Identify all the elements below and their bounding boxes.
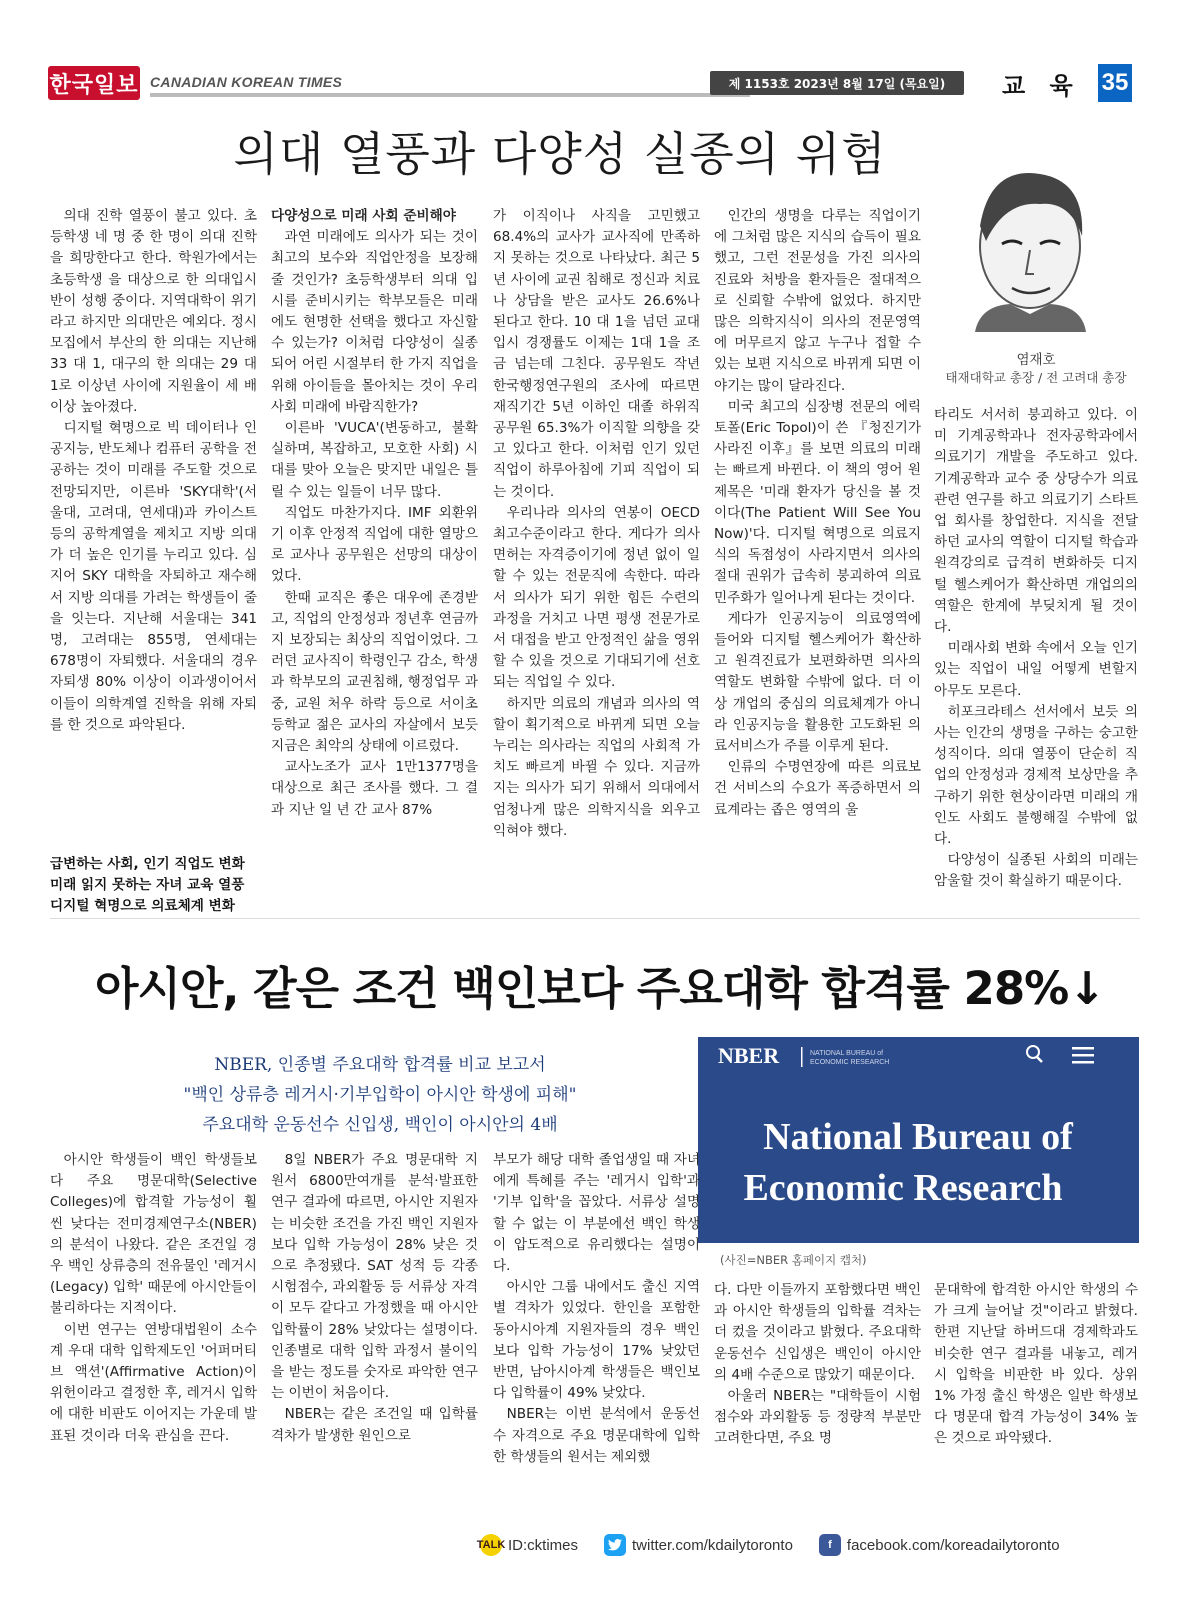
paragraph: NBER는 이번 분석에서 운동선수 자격으로 주요 명문대학에 입학한 학생들의 원서는 제외했: [493, 1406, 700, 1465]
nber-logo-sub1: NATIONAL BUREAU of: [810, 1050, 884, 1057]
article2-column-2: [271, 1150, 478, 1447]
paragraph: 가 이직이나 사직을 고민했고 68.4%의 교사가 교사직에 만족하지 못하는 것으로 나타났다. 최근 5년 사이에 교권 침해로 정신과 치료나 상담을 받은 교사도 26.6%나 된다고 한다. 10 대 1을 넘던 교대 입시 경쟁률도 이제는 1대 1을 조금 넘는데 그친다. 공무원도 작년 한국행정연구원의 조사에 따르면 재직기간 5년 이하인 대졸 하위직 공무원 65.3%가 이직할 의향을 갖고 있다고 한다. 이처럼 인기 있던 직업이 하루아침에 기피 직업이 되는 것이다.: [493, 208, 700, 500]
article1-title: 의대 열풍과 다양성 실종의 위험: [233, 127, 887, 181]
twitter-icon: [604, 1534, 626, 1556]
nber-headline-2: Economic Research: [743, 1167, 1063, 1209]
kakao-id-text: ID:cktimes: [508, 1536, 579, 1554]
paragraph: 8일 NBER가 주요 명문대학 지원서 6800만여개를 분석·발표한 연구 결과에 따르면, 아시안 지원자는 비슷한 조건을 가진 백인 지원자보다 입학 가능성이 28% 낮은 것으로 추정됐다. SAT 성적 등 각종 시험점수, 과외활동 등 서류상 자격이 모두 같다고 가정했을 때 아시안 입학률이 28% 낮았다는 설명이다. 인종별로 대학 입학 과정서 불이익을 받는 정도를 숫자로 파악한 연구는 이번이 처음이다.: [271, 1152, 478, 1402]
paper-english-name: CANADIAN KOREAN TIMES: [150, 74, 343, 90]
paragraph: 이번 연구는 연방대법원이 소수계 우대 대학 입학제도인 '어퍼머티브 액션'(Affirmative Action)이 위헌이라고 결정한 후, 레거시 입학에 대한 비판도 이어지는 가운데 발표된 것이라 더욱 관심을 끈다.: [50, 1321, 257, 1444]
page-number: 35: [1098, 64, 1132, 102]
article1-highlight-box: [50, 854, 257, 918]
twitter-text: twitter.com/kdailytoronto: [632, 1536, 793, 1554]
paragraph: 미래사회 변화 속에서 오늘 인기 있는 직업이 내일 어떻게 변할지 아무도 모른다.: [934, 640, 1138, 699]
paragraph: 아시안 학생들이 백인 학생들보다 주요 명문대학(Selective Colleges)에 합격할 가능성이 훨씬 낮다는 전미경제연구소(NBER)의 분석이 나왔다. 같은 조건일 경우 백인 상류층의 전유물인 '레거시(Legacy) 입학' 때문에 아시안들이 불리하다는 지적이다.: [50, 1152, 257, 1317]
article1-column-4: [714, 206, 921, 821]
article2-subheading-1: NBER, 인종별 주요대학 합격률 비교 보고서: [214, 1055, 546, 1075]
newspaper-logo: [48, 66, 140, 100]
issue-date-bar: 제 1153호 2023년 8월 17일 (목요일): [710, 71, 964, 95]
author-portrait: [950, 146, 1110, 332]
article2-column-5: [934, 1280, 1138, 1450]
paragraph: 우리나라 의사의 연봉이 OECD 최고수준이라고 한다. 게다가 의사면허는 자격증이기에 정년 없이 일할 수 있는 전문직에 속한다. 따라서 의사가 되기 위한 힘든 수련의 과정을 거치고 나면 평생 전문가로서 대접을 받고 안정적인 삶을 영위할 수 있을 것으로 기대되기에 선호되는 직업일 수 있다.: [493, 504, 700, 691]
paragraph: NBER는 같은 조건일 때 입학률 격차가 발생한 원인으로: [271, 1406, 478, 1444]
article2-column-3: [493, 1150, 700, 1468]
article-divider: [50, 918, 1140, 919]
paragraph: 직업도 마찬가지다. IMF 외환위기 이후 안정적 직업에 대한 열망으로 교사나 공무원은 선망의 대상이었다.: [271, 504, 478, 585]
facebook-link[interactable]: [819, 1534, 1060, 1556]
article2-subheading-2: "백인 상류층 레거시·기부입학이 아시안 학생에 피해": [183, 1085, 577, 1105]
kakao-talk-icon: TALK: [480, 1534, 502, 1556]
paragraph: 아시안 그룹 내에서도 출신 지역별 격차가 있었다. 한인을 포함한 동아시아계 지원자들의 경우 백인보다 입학 가능성이 17% 낮았던 반면, 남아시아계 학생들은 백인보다 입학률이 49% 낮았다.: [493, 1279, 700, 1402]
nber-headline-1: National Bureau of: [763, 1116, 1073, 1158]
paragraph: 과연 미래에도 의사가 되는 것이 최고의 보수와 직업안정을 보장해줄 것인가? 초등학생부터 의대 입시를 준비시키는 학부모들은 미래에도 현명한 선택을 했다고 자신할 수 있는가? 이처럼 다양성이 실종되어 어린 시절부터 한 가지 직업을 위해 아이들을 몰아치는 것이 우리 사회 미래에 바람직한가?: [271, 229, 478, 415]
article2-subheading-3: 주요대학 운동선수 신입생, 백인이 아시안의 4배: [202, 1115, 558, 1135]
nber-logo-text: NBER: [718, 1043, 780, 1068]
section-name: 교 육: [1002, 72, 1081, 100]
paragraph: 타리도 서서히 붕괴하고 있다. 이미 기계공학과나 전자공학과에서 의료기기 개발을 주도하고 있다. 기계공학과 교수 중 상당수가 의료 관련 연구를 하고 의료기기 스타트업 회사를 창업한다. 지식을 전달하던 교사의 역할이 디지털 학습과 원격강의로 급격히 변화하듯 디지털 헬스케어가 확산하면 개업의의 역할은 한계에 부딪치게 될 것이다.: [934, 407, 1138, 636]
facebook-text: facebook.com/koreadailytoronto: [846, 1536, 1060, 1554]
paragraph: 이른바 'VUCA'(변동하고, 불확실하며, 복잡하고, 모호한 사회) 시대를 맞아 오늘은 맞지만 내일은 틀릴 수 있는 일들이 너무 많다.: [271, 420, 478, 500]
author-title: 태재대학교 총장 / 전 고려대 총장: [945, 370, 1127, 385]
paragraph: 디지털 혁명으로 빅 데이터나 인공지능, 반도체나 컴퓨터 공학을 전공하는 것이 미래를 주도할 것으로 전망되지만, 이른바 'SKY대학'(서울대, 고려대, 연세대)과 카이스트 등의 공학계열을 제치고 지방 의대가 더 높은 인기를 누리고 있다. 심지어 SKY 대학을 자퇴하고 재수해서 지방 의대를 가려는 학생들이 줄을 잇는다. 지난해 서울대는 341명, 고려대는 855명, 연세대는 678명이 자퇴했다. 서울대의 경우 자퇴생 80% 이상이 이과생이어서 이들이 의학계열 진학을 위해 자퇴를 한 것으로 파악된다.: [50, 420, 257, 733]
section-subheading: 다양성으로 미래 사회 준비해야: [271, 208, 456, 224]
paragraph: 하지만 의료의 개념과 의사의 역할이 획기적으로 바뀌게 되면 오늘 누리는 의사라는 직업의 사회적 가치도 빠르게 바뀔 수 있다. 지금까지는 의사가 되기 위해서 의대에서 엄청나게 많은 의학지식을 외우고 익혀야 했다.: [493, 695, 700, 839]
paragraph: 교사노조가 교사 1만1377명을 대상으로 최근 조사를 했다. 그 결과 지난 일 년 간 교사 87%: [271, 759, 478, 818]
article1-column-2: [271, 206, 478, 821]
article1-column-3: [493, 206, 700, 842]
header-rule: [150, 93, 750, 97]
twitter-link[interactable]: [604, 1534, 793, 1556]
paragraph: 다양성이 실종된 사회의 미래는 암울할 것이 확실하기 때문이다.: [934, 852, 1138, 890]
article1-column-1: [50, 206, 257, 736]
paragraph: 의대 진학 열풍이 불고 있다. 초등학생 네 명 중 한 명이 의대 진학을 희망한다고 한다. 학원가에서는 초등학생 을 대상으로 한 의대입시반이 성행 중이다. 지역대학이 위기라고 하지만 의대만은 예외다. 정시모집에서 부산의 한 의대는 지난해 33 대 1, 대구의 한 의대는 29 대 1로 이상년 사이에 지원율이 세 배 이상 높아졌다.: [50, 208, 257, 415]
article2-column-4: [714, 1280, 921, 1450]
article1-column-5: [934, 405, 1138, 893]
article2-title: 아시안, 같은 조건 백인보다 주요대학 합격률 28%↓: [95, 962, 1105, 1015]
author-name: 염재호: [1016, 352, 1056, 368]
paragraph: 게다가 인공지능이 의료영역에 들어와 디지털 헬스케어가 확산하고 원격진료가 보편화하면 의사의 역할도 변화할 수밖에 없다. 더 이상 개업의 중심의 의료체계가 아니라 인공지능을 활용한 고도화된 의료서비스가 주를 이루게 된다.: [714, 610, 921, 755]
paragraph: 한때 교직은 좋은 대우에 존경받고, 직업의 안정성과 정년후 연금까지 보장되는 최상의 직업이었다. 그러던 교사직이 학령인구 감소, 학생과 학부모의 교권침해, 행정업무 과중, 교원 처우 하락 등으로 서이초등학교 젊은 교사의 자살에서 보듯 지금은 최악의 상태에 이르렀다.: [271, 589, 478, 755]
nber-logo-sub2: ECONOMIC RESEARCH: [810, 1059, 890, 1066]
nber-website-screenshot: [698, 1037, 1139, 1243]
image-caption: (사진=NBER 홈페이지 캡처): [720, 1253, 867, 1267]
paragraph: 다. 다만 이들까지 포함했다면 백인과 아시안 학생들의 입학률 격차는 더 컸을 것이라고 밝혔다. 주요대학 운동선수 신입생은 백인이 아시안의 4배 수준으로 많았기 때문이다.: [714, 1282, 921, 1383]
logo-text: 한국일보: [49, 72, 139, 98]
paragraph: 히포크라테스 선서에서 보듯 의사는 인간의 생명을 구하는 숭고한 성직이다. 의대 열풍이 단순히 직업의 안정성과 경제적 보상만을 추구하기 위한 현상이라면 미래의 개인도 사회도 불행해질 수밖에 없다.: [934, 703, 1138, 848]
paragraph: 부모가 해당 대학 졸업생일 때 자녀에게 특혜를 주는 '레거시 입학'과 '기부 입학'을 꼽았다. 서류상 설명할 수 없는 이 부분에선 백인 학생이 압도적으로 유리했다는 설명이다.: [493, 1152, 700, 1275]
facebook-icon: f: [819, 1534, 841, 1556]
article2-column-1: [50, 1150, 257, 1447]
highlight-text: 급변하는 사회, 인기 직업도 변화 미래 읽지 못하는 자녀 교육 열풍 디지털 혁명으로 의료체계 변화: [50, 856, 245, 915]
paragraph: 문대학에 합격한 아시안 학생의 수가 크게 늘어날 것"이라고 밝혔다. 한편 지난달 하버드대 경제학과도 비슷한 연구 결과를 내놓고, 레거시 입학을 비판한 바 있다. 상위 1% 가정 출신 학생은 일반 학생보다 명문대 합격 가능성이 34% 높은 것으로 파악됐다.: [934, 1282, 1138, 1447]
paragraph: 미국 최고의 심장병 전문의 에릭 토폴(Eric Topol)이 쓴 『청진기가 사라진 이후』를 보면 의료의 미래는 빠르게 바뀐다. 이 책의 영어 원제목은 '미래 환자가 당신을 볼 것이다(The Patient Will See You Now)'다. 디지털 혁명으로 의료지식의 독점성이 사라지면서 의사의 절대 권위가 급속히 붕괴하여 의료민주화가 일어나게 된다는 것이다.: [714, 398, 921, 606]
paragraph: 인류의 수명연장에 따른 의료보건 서비스의 수요가 폭증하면서 의료계라는 좁은 영역의 울: [714, 759, 921, 818]
menu-icon: [1072, 1047, 1094, 1064]
paragraph: 인간의 생명을 다루는 직업이기에 그처럼 많은 지식의 습득이 필요했고, 그런 전문성을 가진 의사의 진료와 처방을 환자들은 절대적으로 신뢰할 수밖에 없었다. 하지만 많은 의학지식이 의사의 전문영역에 머무르지 않고 누구나 접할 수 있는 보편 지식으로 바뀌게 되면 이야기는 많이 달라진다.: [714, 208, 921, 394]
paragraph: 아울러 NBER는 "대학들이 시험 점수와 과외활동 등 정량적 부분만 고려한다면, 주요 명: [714, 1388, 921, 1447]
social-footer: [476, 1530, 1140, 1560]
kakao-id[interactable]: [476, 1534, 579, 1556]
